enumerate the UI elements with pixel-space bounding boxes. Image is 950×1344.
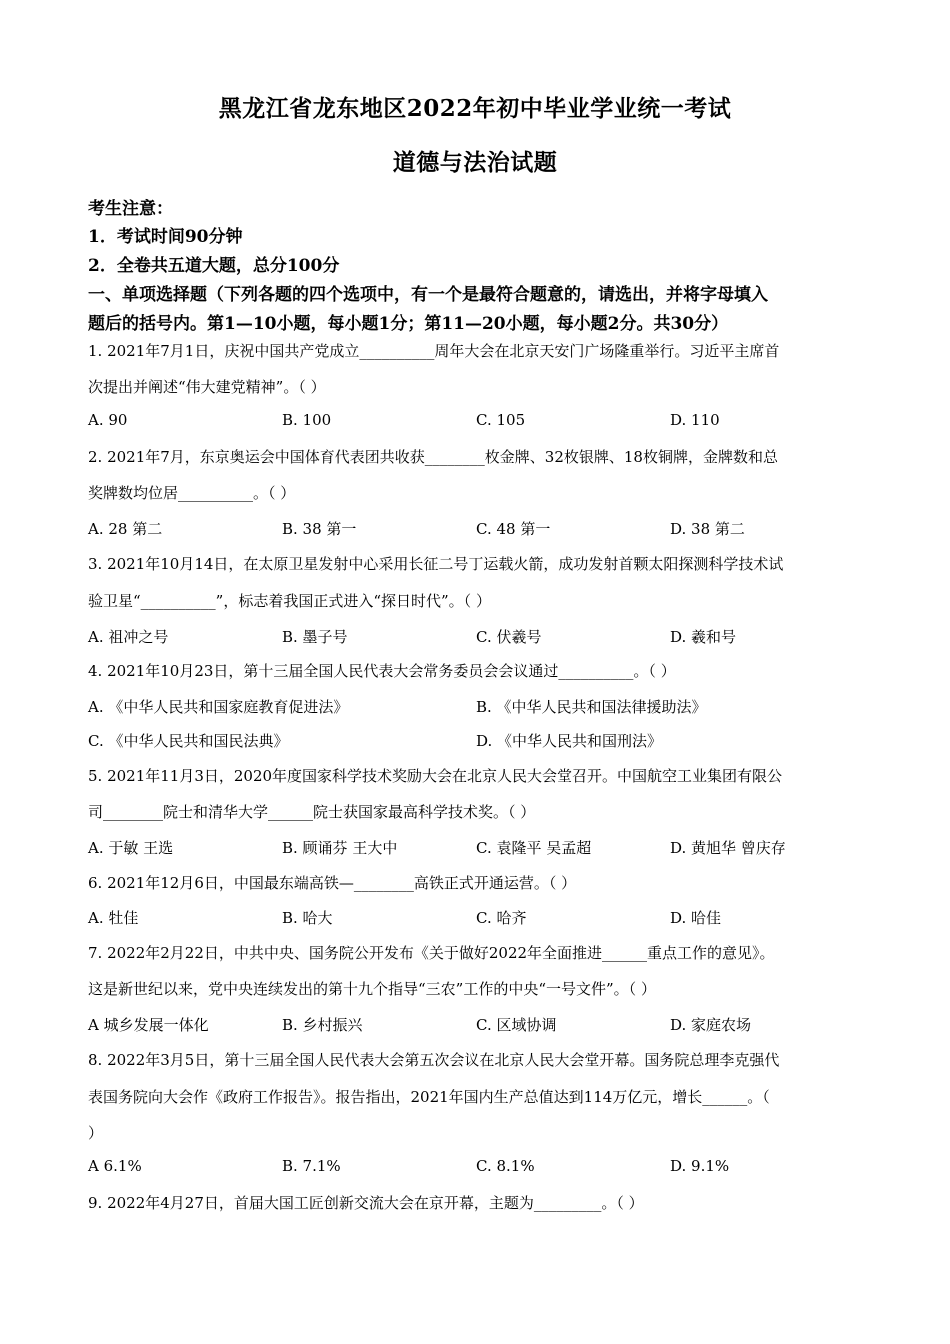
question-text: 司________院士和清华大学______院士获国家最高科学技术奖。（ ） [88,803,536,821]
option: A. 90 [88,411,128,429]
question-text: 验卫星“__________”，标志着我国正式进入“探日时代”。（ ） [88,592,491,610]
option: D. 家庭农场 [670,1016,752,1034]
question-text: 9. 2022年4月27日，首届大国工匠创新交流大会在京开幕，主题为_________。（ ） [88,1194,644,1212]
option: C. 伏羲号 [476,628,542,646]
option: B. 100 [282,411,332,429]
option-row [88,518,868,540]
question-text: 2. 2021年7月，东京奥运会中国体育代表团共收获________枚金牌、32枚银牌、18枚铜牌，金牌数和总 [88,448,778,466]
option: A. 祖冲之号 [88,628,169,646]
option-row [88,1157,868,1179]
question-text: 8. 2022年3月5日，第十三届全国人民代表大会第五次会议在北京人民大会堂开幕。国务院总理李克强代 [88,1051,780,1069]
option-row [88,626,868,648]
question-text: 次提出并阐述“伟大建党精神”。（ ） [88,378,326,396]
section-heading: 题后的括号内。第1—10小题，每小题1分；第11—20小题，每小题2分。共30分） [88,314,729,334]
option: D. 羲和号 [670,628,737,646]
option: B. 7.1% [282,1157,341,1175]
option: D. 38 第二 [670,520,745,538]
notice-item: 1．考试时间90分钟 [88,227,243,247]
option: B. 《中华人民共和国法律援助法》 [476,698,707,716]
option: D. 哈佳 [670,909,722,927]
option: B. 38 第一 [282,520,357,538]
option-row [88,837,868,859]
question-text: 4. 2021年10月23日，第十三届全国人民代表大会常务委员会会议通过__________。（ ） [88,662,676,680]
option-row [88,1014,868,1036]
option: C. 区域协调 [476,1016,557,1034]
option: B. 乡村振兴 [282,1016,363,1034]
question-text: 5. 2021年11月3日，2020年度国家科学技术奖励大会在北京人民大会堂召开。中国航空工业集团有限公 [88,767,783,785]
question-text: 表国务院向大会作《政府工作报告》。报告指出，2021年国内生产总值达到114万亿元，增长______。（ [88,1088,770,1106]
question-text: 奖牌数均位居__________。（ ） [88,484,296,502]
option: D. 9.1% [670,1157,730,1175]
option: A. 《中华人民共和国家庭教育促进法》 [88,698,349,716]
option: B. 墨子号 [282,628,348,646]
option: B. 顾诵芬 王大中 [282,839,398,857]
option: A. 牡佳 [88,909,139,927]
notice-item: 2．全卷共五道大题，总分100分 [88,256,340,276]
section-heading: 一、单项选择题（下列各题的四个选项中，有一个是最符合题意的，请选出，并将字母填入 [88,285,768,305]
option-row [88,411,868,433]
question-text: 6. 2021年12月6日，中国最东端高铁—________高铁正式开通运营。（ ） [88,874,577,892]
option: A 6.1% [88,1157,142,1175]
option: B. 哈大 [282,909,333,927]
notice-heading: 考生注意： [88,199,173,219]
question-text: 3. 2021年10月14日，在太原卫星发射中心采用长征二号丁运载火箭，成功发射首颗太阳探测科学技术试 [88,555,784,573]
option: D. 《中华人民共和国刑法》 [476,732,663,750]
exam-title: 黑龙江省龙东地区2022年初中毕业学业统一考试 [218,95,732,122]
option-row [88,730,868,752]
question-text: 1. 2021年7月1日，庆祝中国共产党成立__________周年大会在北京天安门广场隆重举行。习近平主席首 [88,342,780,360]
option: C. 《中华人民共和国民法典》 [88,732,289,750]
option: C. 哈齐 [476,909,527,927]
option: D. 黄旭华 曾庆存 [670,839,786,857]
option: C. 袁隆平 吴孟超 [476,839,592,857]
question-text: 7. 2022年2月22日，中共中央、国务院公开发布《关于做好2022年全面推进______重点工作的意见》。 [88,944,775,962]
option: A 城乡发展一体化 [88,1016,209,1034]
option-row [88,907,868,929]
question-text: 这是新世纪以来，党中央连续发出的第十九个指导“三农”工作的中央“一号文件”。（ ） [88,980,656,998]
option: C. 8.1% [476,1157,535,1175]
question-text: ） [88,1124,104,1142]
option: C. 48 第一 [476,520,551,538]
option: A. 于敏 王选 [88,839,174,857]
exam-subtitle: 道德与法治试题 [392,149,558,176]
option: A. 28 第二 [88,520,163,538]
option: C. 105 [476,411,526,429]
option: D. 110 [670,411,720,429]
option-row [88,696,868,718]
